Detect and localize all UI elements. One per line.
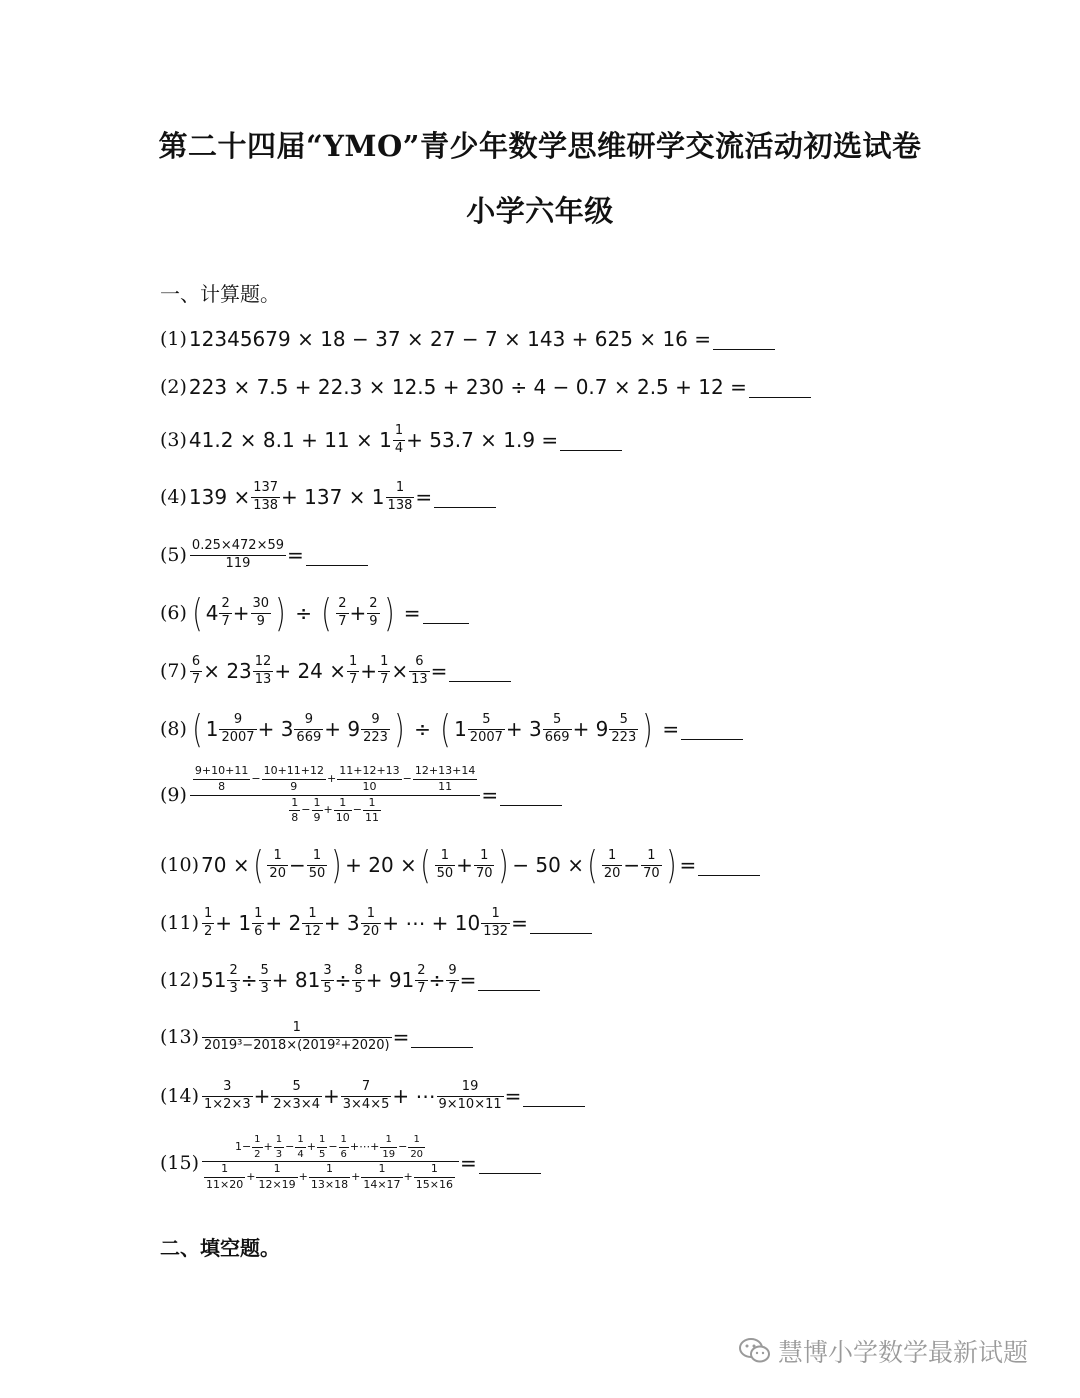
expr-part: = [415, 485, 433, 509]
problem-7 [160, 646, 511, 696]
problem-expression: $\frac{1}{\text{2019³−2018×(2019²+2020)}}$ = [204, 1019, 410, 1053]
problem-expression: 12345679 × 18 − 37 × 27 − 7 × 143 + 625 × 16 = [188, 327, 712, 351]
exam-title: 第二十四届“YMO”青少年数学思维研学交流活动初选试卷 [158, 129, 922, 163]
fraction: $\frac{1}{138}$ [387, 479, 413, 513]
problem-10 [160, 840, 760, 890]
fraction: $\frac{137}{138}$ [253, 479, 279, 513]
answer-blank[interactable] [713, 329, 775, 350]
problem-expression: 70 × ( $\frac{1}{20}$ − $\frac{1}{50}$ ) + 20 × ( $\frac{1}{50}$ + $\frac{1}{70}$ ) − 50 × ( $\frac{1}{20}$ − $\frac{1}{70}$ ) = [201, 843, 697, 887]
fraction: $\frac{0.25\times 472\times 59}{119}$ [191, 537, 285, 571]
problem-4 [160, 472, 496, 522]
problem-expression: 223 × 7.5 + 22.3 × 12.5 + 230 ÷ 4 − 0.7 × 2.5 + 12 = [188, 375, 747, 399]
problem-1 [160, 314, 775, 364]
wechat-icon [738, 1337, 772, 1365]
problem-number: (2) [160, 376, 187, 398]
watermark-text: 慧博小学数学最新试题 [778, 1338, 1029, 1367]
problem-6 [160, 588, 469, 638]
watermark [738, 1331, 1028, 1371]
answer-blank[interactable] [530, 913, 592, 934]
fraction: $\frac{1}{\text{2019³−2018×(2019²+2020)}}$ [204, 1019, 390, 1053]
problem-number: (10) [160, 854, 200, 876]
problem-15 [160, 1134, 541, 1191]
problem-12 [160, 955, 540, 1005]
problem-3 [160, 415, 622, 465]
problem-number: (3) [160, 429, 187, 451]
answer-blank[interactable] [423, 603, 469, 624]
problem-number: (8) [160, 718, 187, 740]
problem-number: (7) [160, 660, 187, 682]
expr-part: 41.2 × 8.1 + 11 × 1 [188, 428, 392, 452]
expr-part: + 137 × 1 [281, 485, 385, 509]
answer-blank[interactable] [523, 1086, 585, 1107]
answer-blank[interactable] [749, 377, 811, 398]
answer-blank[interactable] [698, 855, 760, 876]
problem-expression: $\frac{1}{2}$ + 1 $\frac{1}{6}$ + 2 $\frac{1}{12}$ + 3 $\frac{1}{20}$ + ⋯ + 10 $\frac{1}{132}$ = [204, 905, 528, 939]
expr-part: = [287, 543, 304, 567]
problem-2 [160, 362, 811, 412]
grade-subtitle: 小学六年级 [466, 194, 614, 228]
expr-part: + 53.7 × 1.9 = [406, 428, 559, 452]
problem-9 [160, 764, 562, 825]
fraction: $\frac{1}{4}$ [394, 422, 404, 456]
problem-number: (9) [160, 784, 187, 806]
section-heading-calc: 一、计算题。 [160, 282, 280, 306]
problem-number: (4) [160, 486, 187, 508]
problem-expression: 51 $\frac{2}{3}$ ÷ $\frac{5}{3}$ + 81 $\frac{3}{5}$ ÷ $\frac{8}{5}$ + 91 $\frac{2}{7}$ ÷ $\frac{9}{7}$ = [201, 962, 477, 996]
answer-blank[interactable] [500, 785, 562, 806]
answer-blank[interactable] [478, 970, 540, 991]
problem-14 [160, 1071, 585, 1121]
expr-part: 139 × [188, 485, 251, 509]
problem-number: (13) [160, 1026, 200, 1048]
answer-blank[interactable] [434, 487, 496, 508]
answer-blank[interactable] [681, 719, 743, 740]
problem-expression [189, 481, 432, 514]
problem-8 [160, 704, 743, 754]
problem-5 [160, 530, 368, 580]
problem-expression: $\frac{3}{1\times 2\times 3}$ + $\frac{5}{2\times 3\times 4}$ + $\frac{7}{3\times 4\times 5}$ + ⋯ $\frac{19}{9\times 10\times 11}$ = [204, 1078, 522, 1112]
answer-blank[interactable] [306, 545, 368, 566]
section-heading-fill: 二、填空题。 [160, 1236, 280, 1260]
problem-expression [189, 539, 304, 572]
problem-expression: $\frac{9+10+11}{8}$ − $\frac{10+11+12}{9}$ + $\frac{11+12+13}{10}$ − $\frac{12+13+14}{11}$ $\frac{1}{8}$ − $\frac{1}{9}$ + $\frac{1}{10}$ − $\frac{1}{11}$ = [189, 765, 498, 825]
problem-expression: ( 4 $\frac{2}{7}$ + $\frac{30}{9}$ ) ÷ ( $\frac{2}{7}$ + $\frac{2}{9}$ ) = [192, 591, 421, 635]
problem-number: (12) [160, 969, 200, 991]
answer-blank[interactable] [560, 430, 622, 451]
problem-number: (11) [160, 912, 200, 934]
problem-11 [160, 898, 592, 948]
problem-13 [160, 1012, 473, 1062]
answer-blank[interactable] [449, 661, 511, 682]
answer-blank[interactable] [479, 1153, 541, 1174]
problem-expression: $\frac{6}{7}$ × 23 $\frac{12}{13}$ + 24 × $\frac{1}{7}$ + $\frac{1}{7}$ × $\frac{6}{13}$ = [191, 653, 448, 687]
problem-expression: 1− $\frac{1}{2}$ + $\frac{1}{3}$ − $\frac{1}{4}$ + $\frac{1}{5}$ − $\frac{1}{6}$ +⋯+ $\frac{1}{19}$ − $\frac{1}{20}$ $\frac{1}{11\times 20}$ + $\frac{1}{12\times 19}$ + $\frac{1}{13\times 18}$ + $\frac{1}{14\times 17}$ + $\frac{1}{15\times 16}$ = [201, 1134, 477, 1191]
problem-number: (15) [160, 1152, 200, 1174]
problem-number: (14) [160, 1085, 200, 1107]
problem-expression [189, 424, 558, 457]
problem-expression: ( 1 $\frac{9}{2007}$ + 3 $\frac{9}{669}$ + 9 $\frac{9}{223}$ ) ÷ ( 1 $\frac{5}{2007}$ + 3 $\frac{5}{669}$ + 9 $\frac{5}{223}$ ) = [192, 707, 680, 751]
problem-number: (6) [160, 602, 187, 624]
answer-blank[interactable] [411, 1027, 473, 1048]
problem-number: (1) [160, 328, 187, 350]
problem-number: (5) [160, 544, 187, 566]
